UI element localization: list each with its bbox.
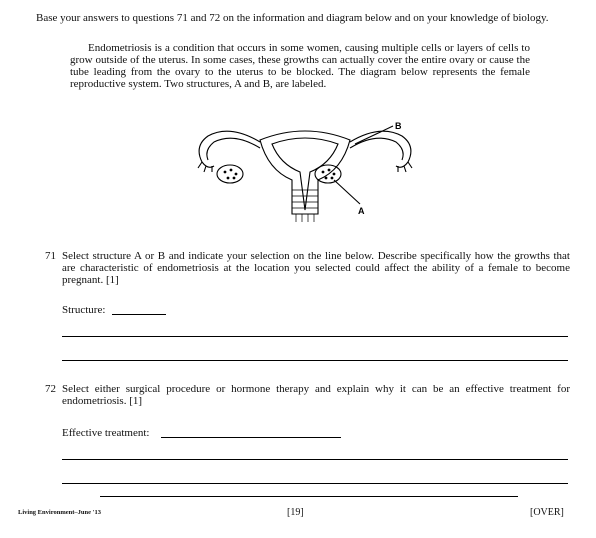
answer-line-72-2[interactable]	[62, 483, 568, 484]
footer-exam-name: Living Environment–June '13	[18, 509, 101, 516]
answer-line-71-2[interactable]	[62, 360, 568, 361]
question-71-text: Select structure A or B and indicate your selection on the line below. Describe specifically how the growths that are characteristic of endometriosis at the location you selected could affect the ability of a female to become pregnant. [1]	[62, 250, 570, 286]
answer-line-71-1[interactable]	[62, 336, 568, 337]
intro-text: Base your answers to questions 71 and 72 on the information and diagram below and on your knowledge of biology.	[36, 12, 549, 24]
answer-line-72-3[interactable]	[100, 496, 518, 497]
label-a: A	[358, 206, 365, 216]
reproductive-system-diagram	[190, 118, 420, 230]
effective-treatment-label: Effective treatment:	[62, 427, 150, 439]
question-72-number: 72	[45, 383, 56, 395]
structure-answer-line[interactable]	[112, 314, 166, 315]
footer-page-number: [19]	[287, 507, 304, 518]
answer-line-72-1[interactable]	[62, 459, 568, 460]
label-b: B	[395, 121, 402, 131]
footer-over: [OVER]	[530, 507, 564, 518]
structure-label: Structure:	[62, 304, 106, 316]
description-text: Endometriosis is a condition that occurs in some women, causing multiple cells or layers of cells to grow outside of the uterus. In some cases, these growths can actually cover the entire ovary or cause the tube leading from the ovary to the uterus to be blocked. The diagram below represents the female reproductive system. Two structures, A and B, are labeled.	[70, 42, 530, 90]
question-71-number: 71	[45, 250, 56, 262]
question-72-text: Select either surgical procedure or hormone therapy and explain why it can be an effective treatment for endometriosis. [1]	[62, 383, 570, 407]
effective-treatment-answer-line[interactable]	[161, 437, 341, 438]
